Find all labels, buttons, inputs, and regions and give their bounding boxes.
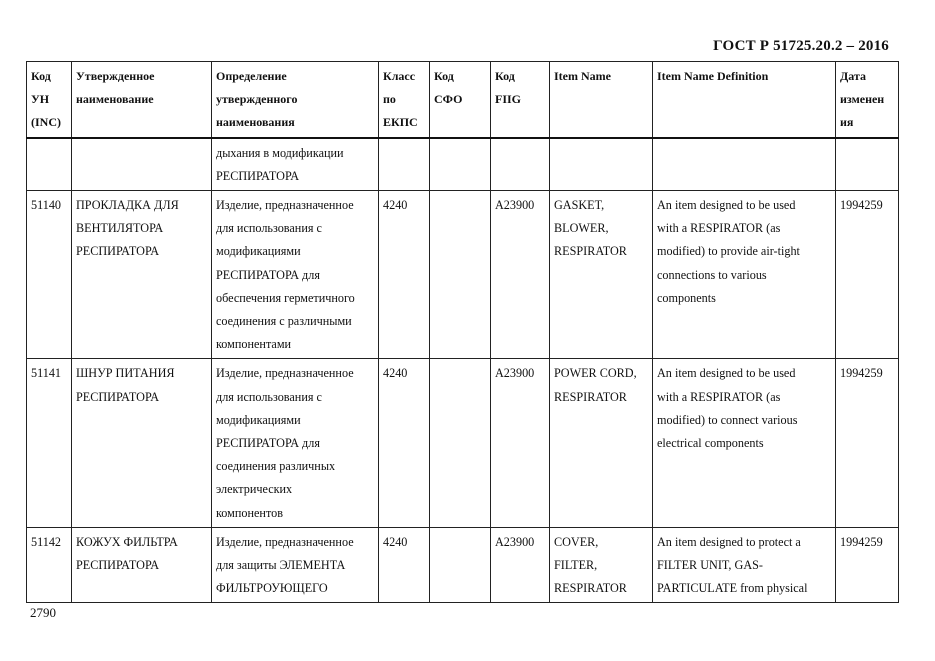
- table-row: [27, 191, 899, 359]
- cell-sfo-code: [430, 527, 491, 603]
- cell-fiig-code: A23900: [491, 527, 550, 603]
- header-inc-code: Код УН (INC): [27, 62, 72, 138]
- cell-ekps-class: 4240: [379, 527, 430, 603]
- cell-name-definition: Изделие, предназначенное для использования с модификациями РЕСПИРАТОРА для соединения различных электрических компонентов: [212, 359, 379, 527]
- cell-ekps-class: 4240: [379, 191, 430, 359]
- catalog-table: [26, 61, 899, 603]
- cell-approved-name: КОЖУХ ФИЛЬТРА РЕСПИРАТОРА: [72, 527, 212, 603]
- header-approved-name: Утвержденное наименование: [72, 62, 212, 138]
- cell-inc-code: [27, 138, 72, 191]
- cell-name-definition: Изделие, предназначенное для защиты ЭЛЕМЕНТА ФИЛЬТРОУЮЩЕГО: [212, 527, 379, 603]
- header-item-name-definition: Item Name Definition: [653, 62, 836, 138]
- cell-approved-name: ШНУР ПИТАНИЯ РЕСПИРАТОРА: [72, 359, 212, 527]
- cell-change-date: 1994259: [836, 191, 899, 359]
- cell-approved-name: [72, 138, 212, 191]
- cell-item-name: GASKET, BLOWER, RESPIRATOR: [550, 191, 653, 359]
- cell-item-name: COVER, FILTER, RESPIRATOR: [550, 527, 653, 603]
- cell-item-name: [550, 138, 653, 191]
- cell-fiig-code: [491, 138, 550, 191]
- header-item-name: Item Name: [550, 62, 653, 138]
- table-header-row: [27, 62, 899, 138]
- cell-name-definition: дыхания в модификации РЕСПИРАТОРА: [212, 138, 379, 191]
- header-ekps-class: Класс по ЕКПС: [379, 62, 430, 138]
- header-sfo-code: Код СФО: [430, 62, 491, 138]
- header-name-definition: Определение утвержденного наименования: [212, 62, 379, 138]
- cell-item-name-definition: An item designed to be used with a RESPIRATOR (as modified) to connect various electrical components: [653, 359, 836, 527]
- cell-fiig-code: A23900: [491, 359, 550, 527]
- cell-approved-name: ПРОКЛАДКА ДЛЯ ВЕНТИЛЯТОРА РЕСПИРАТОРА: [72, 191, 212, 359]
- table-row: [27, 359, 899, 527]
- cell-change-date: [836, 138, 899, 191]
- cell-name-definition: Изделие, предназначенное для использования с модификациями РЕСПИРАТОРА для обеспечения герметичного соединения с различными компонентами: [212, 191, 379, 359]
- header-change-date: Дата изменен ия: [836, 62, 899, 138]
- cell-item-name-definition: [653, 138, 836, 191]
- document-code: ГОСТ Р 51725.20.2 – 2016: [713, 38, 889, 54]
- cell-item-name-definition: An item designed to be used with a RESPIRATOR (as modified) to provide air-tight connections to various components: [653, 191, 836, 359]
- cell-sfo-code: [430, 359, 491, 527]
- cell-item-name: POWER CORD, RESPIRATOR: [550, 359, 653, 527]
- cell-inc-code: 51142: [27, 527, 72, 603]
- cell-change-date: 1994259: [836, 527, 899, 603]
- table-row-continuation: [27, 138, 899, 191]
- cell-fiig-code: A23900: [491, 191, 550, 359]
- cell-sfo-code: [430, 191, 491, 359]
- cell-sfo-code: [430, 138, 491, 191]
- table-row: [27, 527, 899, 603]
- header-fiig-code: Код FIIG: [491, 62, 550, 138]
- page-number: 2790: [30, 605, 56, 620]
- cell-inc-code: 51140: [27, 191, 72, 359]
- cell-inc-code: 51141: [27, 359, 72, 527]
- cell-item-name-definition: An item designed to protect a FILTER UNIT, GAS- PARTICULATE from physical: [653, 527, 836, 603]
- cell-ekps-class: [379, 138, 430, 191]
- cell-ekps-class: 4240: [379, 359, 430, 527]
- cell-change-date: 1994259: [836, 359, 899, 527]
